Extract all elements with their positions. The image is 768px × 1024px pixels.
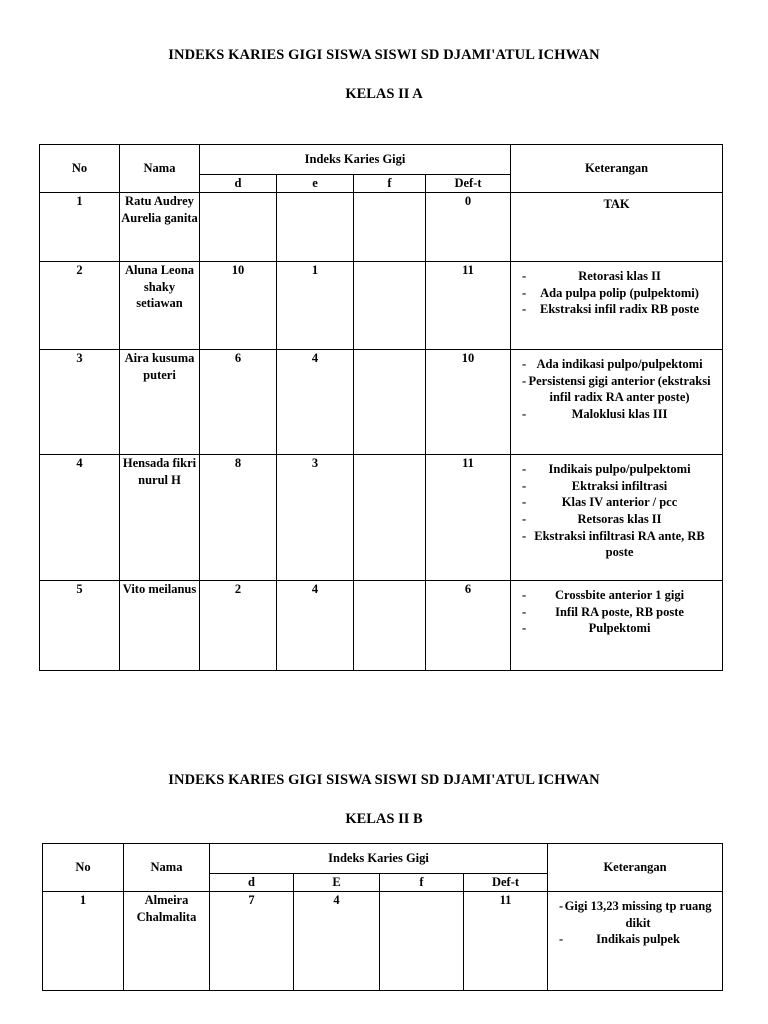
column-header-e: E [294, 874, 380, 892]
bullet-dash-icon: - [522, 495, 527, 510]
keterangan-item-text: Gigi 13,23 missing tp ruang dikit [564, 899, 712, 930]
column-header-e: e [277, 175, 354, 193]
cell-deft: 11 [426, 262, 511, 350]
keterangan-item-text: Persistensi gigi anterior (ekstraksi infil radix RA anter poste) [528, 373, 711, 405]
column-header-d: d [210, 874, 294, 892]
table-body [43, 892, 723, 991]
cell-f [354, 262, 426, 350]
column-header-keterangan: Keterangan [511, 145, 723, 193]
column-header-nama: Nama [120, 145, 200, 193]
column-header-f: f [354, 175, 426, 193]
cell-d: 7 [210, 892, 294, 991]
table-header-row-main [40, 145, 723, 175]
keterangan-item-text: Ektraksi infiltrasi [571, 478, 668, 493]
bullet-dash-icon: - [522, 621, 527, 636]
table-row [43, 892, 723, 991]
cell-deft: 10 [426, 350, 511, 455]
cell-e [277, 193, 354, 262]
table-row [40, 350, 723, 455]
keterangan-plain-text: TAK [603, 197, 630, 211]
cell-nama: Hensada fikri nurul H [120, 455, 200, 581]
keterangan-item [517, 494, 716, 511]
cell-keterangan [511, 455, 723, 581]
keterangan-item-text: Indikais pulpo/pulpektomi [548, 462, 691, 476]
keterangan-item [517, 461, 716, 478]
keterangan-item [517, 301, 716, 318]
table-header [40, 145, 723, 193]
bullet-dash-icon: - [522, 462, 527, 476]
keterangan-list [511, 584, 722, 639]
column-header-deft: Def-t [426, 175, 511, 193]
keterangan-item-text: Crossbite anterior 1 gigi [555, 588, 685, 602]
cell-no: 5 [40, 581, 120, 671]
keterangan-list [511, 353, 722, 425]
table-row [40, 193, 723, 262]
section-2-title-block [0, 772, 768, 829]
cell-deft: 0 [426, 193, 511, 262]
cell-keterangan [511, 350, 723, 455]
table-row [40, 581, 723, 671]
cell-d: 2 [200, 581, 277, 671]
keterangan-item-text: Ada pulpa polip (pulpektomi) [540, 285, 699, 300]
bullet-dash-icon: - [522, 588, 527, 602]
keterangan-item [517, 478, 716, 495]
bullet-dash-icon: - [522, 478, 527, 493]
keterangan-item-text: Retorasi klas II [578, 269, 661, 283]
keterangan-item-text: Ekstraksi infil radix RB poste [540, 302, 700, 317]
keterangan-list [511, 265, 722, 320]
cell-f [354, 350, 426, 455]
cell-d: 10 [200, 262, 277, 350]
keterangan-item [517, 373, 716, 406]
table-header [43, 844, 723, 892]
keterangan-item-text: Infil RA poste, RB poste [555, 604, 684, 619]
bullet-dash-icon: - [522, 373, 527, 388]
table-row [40, 262, 723, 350]
page-subtitle-class: KELAS II A [345, 86, 423, 103]
column-header-deft: Def-t [464, 874, 548, 892]
keterangan-item [517, 356, 716, 373]
cell-nama: Aluna Leona shaky setiawan [120, 262, 200, 350]
cell-keterangan [511, 262, 723, 350]
cell-no: 4 [40, 455, 120, 581]
bullet-dash-icon: - [559, 899, 564, 913]
bullet-dash-icon: - [522, 269, 527, 283]
cell-nama: Aira kusuma puteri [120, 350, 200, 455]
karies-table-kelas-2a [39, 144, 723, 671]
bullet-dash-icon: - [522, 406, 527, 421]
keterangan-item [517, 604, 716, 621]
column-header-no: No [43, 844, 124, 892]
keterangan-item [517, 587, 716, 604]
keterangan-item-text: Ekstraksi infiltrasi RA ante, RB poste [534, 528, 705, 560]
keterangan-item [554, 898, 716, 931]
column-header-f: f [380, 874, 464, 892]
cell-deft: 11 [426, 455, 511, 581]
bullet-dash-icon: - [522, 302, 527, 317]
keterangan-item [517, 268, 716, 285]
keterangan-item [517, 406, 716, 423]
keterangan-item-text: Pulpektomi [588, 621, 651, 636]
keterangan-item-text: Retsoras klas II [577, 511, 662, 526]
bullet-dash-icon: - [522, 604, 527, 619]
keterangan-item [554, 931, 716, 948]
cell-d: 8 [200, 455, 277, 581]
keterangan-list [548, 895, 722, 950]
cell-e: 4 [294, 892, 380, 991]
keterangan-item-text: Klas IV anterior / pcc [561, 495, 678, 510]
keterangan-item-text: Ada indikasi pulpo/pulpektomi [536, 357, 703, 371]
keterangan-item [517, 285, 716, 302]
keterangan-item [517, 511, 716, 528]
column-header-keterangan: Keterangan [548, 844, 723, 892]
cell-nama: Ratu Audrey Aurelia ganita [120, 193, 200, 262]
table-row [40, 455, 723, 581]
cell-f [354, 193, 426, 262]
keterangan-list [511, 458, 722, 563]
cell-no: 1 [40, 193, 120, 262]
cell-keterangan [511, 581, 723, 671]
cell-nama: Vito meilanus [120, 581, 200, 671]
karies-table-kelas-2b [42, 843, 723, 991]
cell-nama: Almeira Chalmalita [124, 892, 210, 991]
bullet-dash-icon: - [522, 528, 527, 543]
cell-d [200, 193, 277, 262]
column-header-nama: Nama [124, 844, 210, 892]
cell-e: 4 [277, 581, 354, 671]
keterangan-item-text: Maloklusi klas III [571, 406, 668, 421]
section-1-title-block [0, 47, 768, 104]
cell-keterangan [511, 193, 723, 262]
column-header-indeks-karies-gigi: Indeks Karies Gigi [200, 145, 511, 175]
column-header-no: No [40, 145, 120, 193]
cell-d: 6 [200, 350, 277, 455]
cell-f [354, 581, 426, 671]
keterangan-item [517, 528, 716, 561]
table-body [40, 193, 723, 671]
keterangan-item [517, 620, 716, 637]
bullet-dash-icon: - [559, 932, 564, 947]
page-title: INDEKS KARIES GIGI SISWA SISWI SD DJAMI'ATUL ICHWAN [168, 47, 600, 63]
cell-deft: 11 [464, 892, 548, 991]
table-header-row-main [43, 844, 723, 874]
page-title-2: INDEKS KARIES GIGI SISWA SISWI SD DJAMI'ATUL ICHWAN [168, 772, 600, 788]
cell-e: 1 [277, 262, 354, 350]
bullet-dash-icon: - [522, 285, 527, 300]
column-header-d: d [200, 175, 277, 193]
keterangan-list [511, 213, 722, 218]
cell-deft: 6 [426, 581, 511, 671]
cell-keterangan [548, 892, 723, 991]
keterangan-item-text: Indikais pulpek [596, 932, 680, 947]
cell-no: 2 [40, 262, 120, 350]
cell-f [354, 455, 426, 581]
bullet-dash-icon: - [522, 511, 527, 526]
bullet-dash-icon: - [522, 357, 527, 371]
cell-f [380, 892, 464, 991]
cell-no: 1 [43, 892, 124, 991]
column-header-indeks-karies-gigi: Indeks Karies Gigi [210, 844, 548, 874]
cell-no: 3 [40, 350, 120, 455]
cell-e: 4 [277, 350, 354, 455]
cell-e: 3 [277, 455, 354, 581]
page-subtitle-class-2: KELAS II B [345, 811, 423, 828]
